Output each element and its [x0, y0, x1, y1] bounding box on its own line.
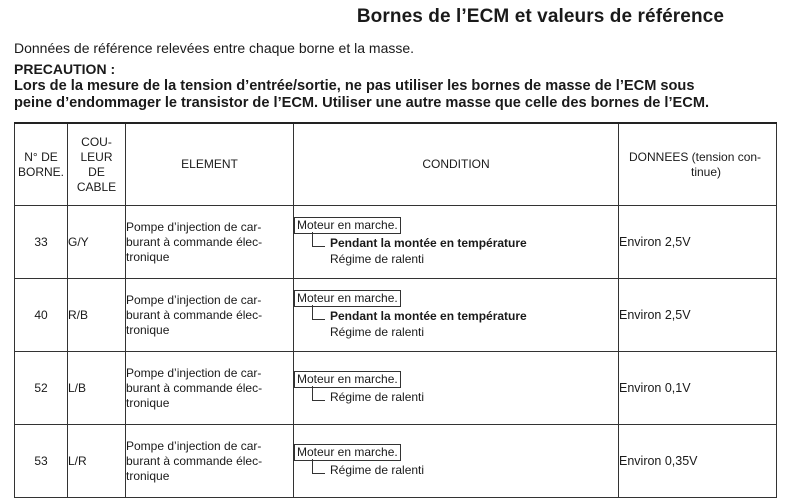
tree-branch-icon: [312, 459, 325, 474]
header-color: COU- LEUR DE CABLE: [68, 123, 126, 206]
element-cell: Pompe d’injection de car- burant à commande élec- tronique: [126, 206, 294, 279]
tree-branch-icon: [312, 232, 325, 247]
element-cell: Pompe d’injection de car- burant à commande élec- tronique: [126, 425, 294, 498]
terminal-number: 40: [15, 279, 68, 352]
condition-tree: [312, 235, 618, 267]
condition-cell: [294, 425, 619, 498]
terminal-number: 52: [15, 352, 68, 425]
data-value: Environ 2,5V: [619, 279, 777, 352]
condition-cell: [294, 279, 619, 352]
tree-branch-icon: [312, 386, 325, 401]
precaution-text: [14, 78, 784, 112]
wire-color: L/R: [68, 425, 126, 498]
data-value: Environ 2,5V: [619, 206, 777, 279]
reference-table: [14, 122, 777, 498]
wire-color: L/B: [68, 352, 126, 425]
table-row: [15, 206, 777, 279]
page-title: Bornes de l’ECM et valeurs de référence: [356, 6, 724, 27]
intro-text: Données de référence relevées entre chaque borne et la masse.: [14, 40, 415, 56]
header-condition: CONDITION: [294, 123, 619, 206]
condition-sub: Régime de ralenti: [330, 325, 425, 339]
wire-color: G/Y: [68, 206, 126, 279]
wire-color: R/B: [68, 279, 126, 352]
table-row: [15, 279, 777, 352]
condition-sub: Régime de ralenti: [330, 252, 425, 266]
condition-tree: [312, 308, 618, 340]
data-value: Environ 0,1V: [619, 352, 777, 425]
condition-main-box: Moteur en marche.: [294, 217, 401, 234]
table-header-row: [15, 123, 777, 206]
condition-sub: Régime de ralenti: [330, 390, 425, 404]
header-element: ELEMENT: [126, 123, 294, 206]
element-cell: Pompe d’injection de car- burant à commande élec- tronique: [126, 279, 294, 352]
condition-cell: [294, 352, 619, 425]
condition-main-box: Moteur en marche.: [294, 444, 401, 461]
precaution-line-1: Lors de la mesure de la tension d’entrée/sortie, ne pas utiliser les bornes de masse de l’ECM sous: [14, 78, 695, 94]
data-value: Environ 0,35V: [619, 425, 777, 498]
table-row: [15, 352, 777, 425]
condition-sub: Régime de ralenti: [330, 463, 425, 477]
precaution-heading: PRECAUTION :: [14, 61, 116, 77]
header-data: DONNEES (tension con- tinue): [619, 123, 777, 206]
tree-branch-icon: [312, 305, 325, 320]
condition-bold: Pendant la montée en température: [330, 309, 527, 323]
condition-bold: Pendant la montée en température: [330, 236, 527, 250]
terminal-number: 53: [15, 425, 68, 498]
condition-main-box: Moteur en marche.: [294, 290, 401, 307]
element-cell: Pompe d’injection de car- burant à commande élec- tronique: [126, 352, 294, 425]
precaution-line-2: peine d’endommager le transistor de l’ECM. Utiliser une autre masse que celle des bornes de l’ECM.: [14, 95, 710, 111]
terminal-number: 33: [15, 206, 68, 279]
table-row: [15, 425, 777, 498]
condition-cell: [294, 206, 619, 279]
condition-main-box: Moteur en marche.: [294, 371, 401, 388]
condition-tree: [312, 389, 618, 405]
condition-tree: [312, 462, 618, 478]
header-number: N° DE BORNE.: [15, 123, 68, 206]
